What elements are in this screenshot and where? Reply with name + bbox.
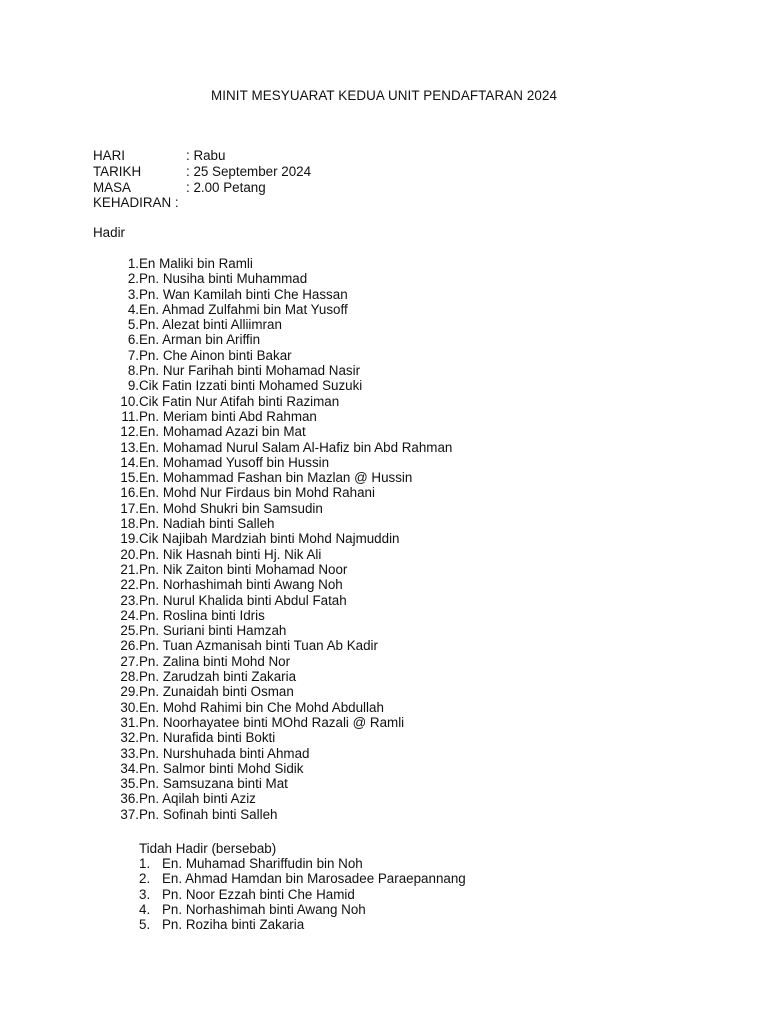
list-item-number: 24.: [120, 607, 139, 623]
list-item-name: En. Ahmad Zulfahmi bin Mat Yusoff: [139, 301, 348, 317]
list-item-number: 35.: [120, 776, 139, 792]
list-item: [93, 378, 452, 393]
list-item-number: 14.: [120, 454, 139, 470]
list-item: [93, 394, 452, 409]
list-item: [93, 623, 452, 638]
list-item-name: Pn. Sofinah binti Salleh: [139, 806, 278, 822]
list-item: [93, 669, 452, 684]
document-title: MINIT MESYUARAT KEDUA UNIT PENDAFTARAN 2024: [210, 88, 558, 103]
list-item-name: Pn. Tuan Azmanisah binti Tuan Ab Kadir: [139, 638, 378, 654]
list-item-number: 26.: [120, 638, 139, 654]
list-item: [93, 424, 452, 439]
meta-label: HARI: [93, 148, 125, 163]
list-item-name: En. Mohd Shukri bin Samsudin: [139, 500, 323, 516]
list-item-number: 3.: [139, 886, 151, 902]
tidak-hadir-list: [139, 856, 466, 932]
list-item-name: Pn. Aqilah binti Aziz: [139, 791, 256, 807]
list-item-name: Cik Fatin Nur Atifah binti Raziman: [139, 393, 340, 409]
list-item: [139, 902, 466, 917]
meta-label: KEHADIRAN :: [93, 195, 179, 211]
list-item: [93, 455, 452, 470]
list-item-name: En. Mohamad Nurul Salam Al-Hafiz bin Abd Rahman: [139, 439, 453, 455]
list-item-name: Pn. Nik Zaiton binti Mohamad Noor: [139, 561, 348, 577]
list-item-number: 34.: [120, 760, 139, 776]
meta-label: TARIKH: [93, 163, 142, 179]
list-item: [93, 348, 452, 363]
list-item: [93, 608, 452, 623]
hadir-list: [93, 256, 452, 822]
list-item-name: Cik Najibah Mardziah binti Mohd Najmuddin: [139, 531, 400, 547]
list-item-number: 36.: [120, 791, 139, 807]
list-item-number: 19.: [120, 531, 139, 547]
list-item: [93, 302, 452, 317]
list-item-name: En. Mohd Nur Firdaus bin Mohd Rahani: [139, 485, 375, 501]
tidak-hadir-heading: Tidah Hadir (bersebab): [139, 841, 277, 856]
list-item-number: 11.: [121, 408, 139, 424]
list-item-name: Pn. Samsuzana binti Mat: [139, 776, 288, 792]
meta-label: MASA: [93, 179, 131, 195]
list-item-name: Pn. Roslina binti Idris: [139, 607, 265, 623]
list-item-name: Pn. Suriani binti Hamzah: [139, 623, 287, 639]
list-item-name: Pn. Roziha binti Zakaria: [162, 917, 305, 933]
meta-row-hari: [93, 148, 311, 164]
list-item-number: 18.: [120, 516, 139, 532]
list-item-name: En. Mohammad Fashan bin Mazlan @ Hussin: [139, 470, 413, 486]
list-item-number: 2.: [127, 271, 139, 287]
list-item-number: 4.: [127, 301, 139, 317]
list-item-name: Pn. Nurafida binti Bokti: [139, 730, 276, 746]
list-item-name: Pn. Alezat binti Alliimran: [139, 317, 282, 333]
list-item-number: 15.: [120, 470, 139, 486]
list-item-name: Pn. Norhashimah binti Awang Noh: [139, 577, 343, 593]
meta-row-kehadiran: [93, 195, 311, 211]
list-item-number: 13.: [120, 439, 139, 455]
list-item-name: Pn. Zarudzah binti Zakaria: [139, 669, 297, 685]
list-item-name: Pn. Nur Farihah binti Mohamad Nasir: [139, 363, 361, 379]
meta-row-masa: [93, 180, 311, 196]
list-item: [93, 684, 452, 699]
list-item: [93, 807, 452, 822]
list-item-name: Pn. Che Ainon binti Bakar: [139, 347, 292, 363]
list-item-number: 37.: [120, 806, 139, 822]
list-item-name: Pn. Salmor binti Mohd Sidik: [139, 760, 304, 776]
list-item-name: Cik Fatin Izzati binti Mohamed Suzuki: [139, 378, 363, 394]
list-item: [93, 271, 452, 286]
list-item: [93, 761, 452, 776]
list-item-name: Pn. Noor Ezzah binti Che Hamid: [162, 886, 355, 902]
list-item-name: Pn. Nadiah binti Salleh: [139, 516, 275, 532]
list-item: [93, 715, 452, 730]
list-item: [93, 470, 452, 485]
list-item-number: 22.: [120, 577, 139, 593]
list-item-name: Pn. Wan Kamilah binti Che Hassan: [139, 286, 348, 302]
list-item: [93, 332, 452, 347]
list-item-number: 3.: [127, 286, 139, 302]
list-item-number: 2.: [139, 871, 151, 887]
list-item-number: 21.: [120, 561, 139, 577]
list-item: [93, 730, 452, 745]
list-item-name: En. Mohd Rahimi bin Che Mohd Abdullah: [139, 699, 384, 715]
list-item: [93, 654, 452, 669]
list-item: [139, 856, 466, 871]
list-item-name: Pn. Nurul Khalida binti Abdul Fatah: [139, 592, 347, 608]
list-item: [93, 531, 452, 546]
list-item-number: 12.: [120, 424, 139, 440]
list-item-number: 8.: [127, 363, 139, 379]
list-item-number: 29.: [120, 684, 139, 700]
list-item: [139, 887, 466, 902]
hadir-heading: Hadir: [93, 225, 125, 240]
list-item-number: 5.: [139, 917, 151, 933]
list-item: [93, 562, 452, 577]
list-item-number: 6.: [127, 332, 139, 348]
list-item-name: Pn. Zunaidah binti Osman: [139, 684, 294, 700]
list-item-name: Pn. Noorhayatee binti MOhd Razali @ Ramli: [139, 714, 405, 730]
list-item-name: Pn. Meriam binti Abd Rahman: [139, 408, 317, 424]
list-item: [139, 917, 466, 932]
list-item: [93, 746, 452, 761]
list-item-number: 28.: [120, 669, 139, 685]
list-item-name: Pn. Nurshuhada binti Ahmad: [139, 745, 310, 761]
list-item-number: 17.: [120, 500, 139, 516]
list-item-name: En Maliki bin Ramli: [139, 256, 253, 271]
list-item-name: Pn. Nik Hasnah binti Hj. Nik Ali: [139, 546, 322, 562]
list-item-number: 4.: [139, 901, 151, 917]
list-item-name: En. Mohamad Yusoff bin Hussin: [139, 454, 330, 470]
list-item: [93, 317, 452, 332]
list-item-name: Pn. Norhashimah binti Awang Noh: [162, 901, 366, 917]
list-item-number: 7.: [127, 347, 139, 363]
list-item-number: 30.: [120, 699, 139, 715]
list-item-number: 9.: [127, 378, 139, 394]
list-item: [93, 791, 452, 806]
list-item-number: 23.: [120, 592, 139, 608]
list-item: [93, 409, 452, 424]
list-item-number: 33.: [120, 745, 139, 761]
meta-row-tarikh: [93, 164, 311, 180]
list-item-number: 25.: [120, 623, 139, 639]
list-item-number: 20.: [120, 546, 139, 562]
list-item-number: 31.: [120, 714, 139, 730]
list-item-number: 32.: [120, 730, 139, 746]
list-item: [93, 363, 452, 378]
list-item-number: 27.: [120, 653, 139, 669]
list-item: [93, 485, 452, 500]
list-item: [93, 700, 452, 715]
list-item: [93, 287, 452, 302]
list-item: [93, 577, 452, 592]
list-item: [93, 776, 452, 791]
list-item-name: En. Arman bin Ariffin: [139, 332, 261, 348]
list-item: [93, 638, 452, 653]
list-item-name: En. Muhamad Shariffudin bin Noh: [162, 856, 363, 871]
list-item: [93, 440, 452, 455]
list-item: [93, 256, 452, 271]
list-item-number: 1.: [127, 256, 139, 271]
list-item-name: En. Ahmad Hamdan bin Marosadee Paraepannang: [162, 871, 466, 887]
meeting-details: [93, 148, 311, 211]
meta-value: : Rabu: [186, 148, 226, 163]
list-item: [93, 547, 452, 562]
list-item-number: 5.: [127, 317, 139, 333]
list-item-number: 10.: [120, 393, 139, 409]
meta-value: : 2.00 Petang: [186, 179, 266, 195]
list-item-number: 1.: [139, 856, 151, 871]
list-item-name: Pn. Nusiha binti Muhammad: [139, 271, 308, 287]
list-item: [93, 516, 452, 531]
list-item-name: Pn. Zalina binti Mohd Nor: [139, 653, 291, 669]
list-item-name: En. Mohamad Azazi bin Mat: [139, 424, 306, 440]
list-item: [139, 871, 466, 886]
list-item: [93, 501, 452, 516]
list-item-number: 16.: [120, 485, 139, 501]
list-item: [93, 593, 452, 608]
meta-value: : 25 September 2024: [186, 163, 312, 179]
